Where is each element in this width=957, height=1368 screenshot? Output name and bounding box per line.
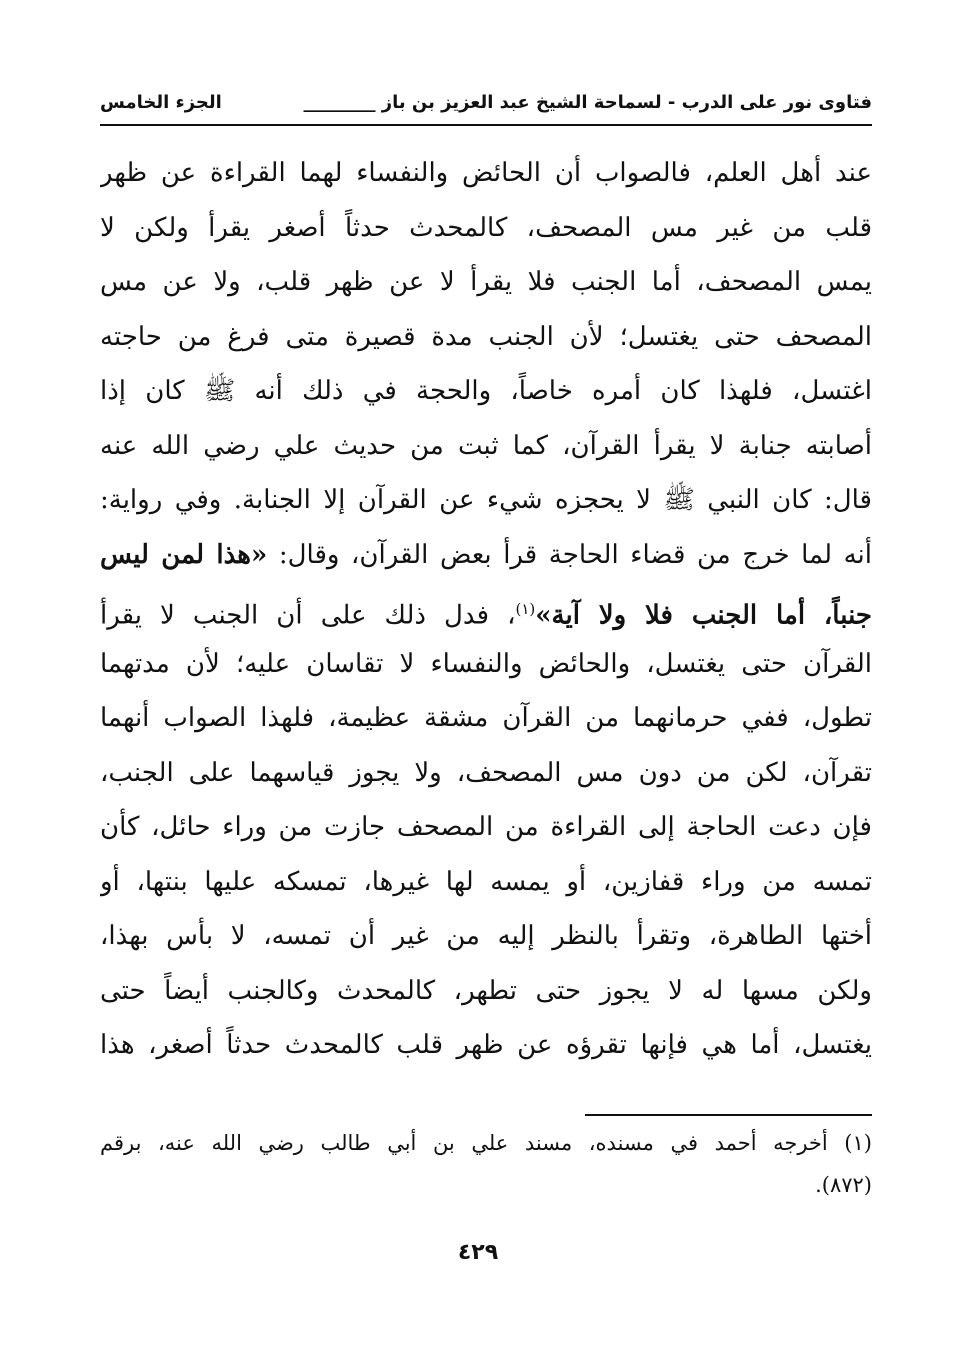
text-line: اغتسل، فلهذا كان أمره خاصاً، والحجة في ذلك أنه ﷺ كان إذا xyxy=(100,376,872,406)
book-title: فتاوى نور على الدرب - لسماحة الشيخ عبد العزيز بن باز ________ xyxy=(303,92,872,113)
running-header xyxy=(100,86,872,120)
page-number: ٤٢٩ xyxy=(457,1240,499,1265)
text-line: عند أهل العلم، فالصواب أن الحائض والنفساء لهما القراءة عن ظهر xyxy=(100,158,872,188)
text-line: يغتسل، أما هي فإنها تقرؤه عن ظهر قلب كالمحدث حدثاً أصغر، هذا xyxy=(100,1030,872,1060)
text-line: فإن دعت الحاجة إلى القراءة من المصحف جازت من وراء حائل، كأن xyxy=(100,812,872,842)
text-line: المصحف حتى يغتسل؛ لأن الجنب مدة قصيرة متى فرغ من حاجته xyxy=(100,321,872,352)
header-rule xyxy=(100,124,872,126)
footnote-line: (٨٧٢). xyxy=(815,1173,872,1197)
text-line: تمسه من وراء قفازين، أو يمسه لها غيرها، تمسكه عليها بنتها، أو xyxy=(100,866,872,897)
hadith-quote: «هذا لمن ليس xyxy=(100,539,268,570)
text-line: تطول، ففي حرمانهما من القرآن مشقة عظيمة، فلهذا الصواب أنهما xyxy=(100,703,872,733)
text-line: قلب من غير مس المصحف، كالمحدث حدثاً أصغر يقرأ ولكن لا xyxy=(100,212,872,243)
footnote xyxy=(100,1122,872,1206)
text-line: أصابته جنابة لا يقرأ القرآن، كما ثبت من حديث علي رضي الله عنه xyxy=(100,430,872,461)
text-segment: ، فدل ذلك على أن الجنب لا يقرأ xyxy=(100,600,516,631)
text-line: تقرآن، لكن من دون مس المصحف، ولا يجوز قياسهما على الجنب، xyxy=(100,757,872,788)
volume-label: الجزء الخامس xyxy=(100,92,222,113)
text-segment: أنه لما خرج من قضاء الحاجة قرأ بعض القرآن، وقال: xyxy=(278,539,872,570)
hadith-quote: جنباً، أما الجنب فلا ولا آية» xyxy=(535,600,872,631)
footnote-marker: (١) xyxy=(515,600,536,618)
text-line xyxy=(100,528,872,583)
text-line: أختها الطاهرة، وتقرأ بالنظر إليه من غير أن تمسه، لا بأس بهذا، xyxy=(100,921,872,951)
main-text xyxy=(100,146,872,1073)
footnote-line: (١) أخرجه أحمد في مسنده، مسند علي بن أبي طالب رضي الله عنه، برقم xyxy=(100,1131,872,1155)
text-line xyxy=(100,582,872,637)
text-line: ولكن مسها له لا يجوز حتى تطهر، كالمحدث وكالجنب أيضاً حتى xyxy=(100,975,872,1006)
text-line: قال: كان النبي ﷺ لا يحجزه شيء عن القرآن إلا الجنابة. وفي رواية: xyxy=(100,485,872,515)
footnote-rule xyxy=(585,1114,872,1116)
text-line: القرآن حتى يغتسل، والحائض والنفساء لا تقاسان عليه؛ لأن مدتهما xyxy=(100,648,872,679)
text-line: يمس المصحف، أما الجنب فلا يقرأ لا عن ظهر قلب، ولا عن مس xyxy=(100,267,872,297)
